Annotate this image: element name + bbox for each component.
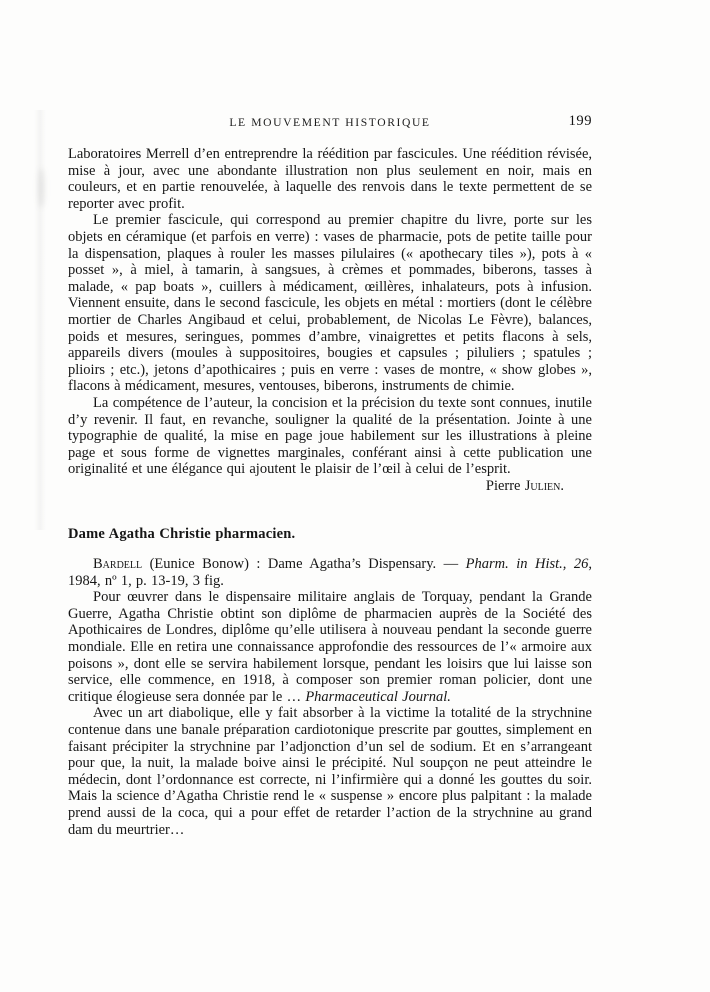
signature-period: . [560, 477, 564, 494]
citation-tail: , 1984, nº 1, p. 13-19, 3 fig. [68, 556, 592, 589]
review-agatha-paragraph-1 [68, 589, 592, 705]
paragraph-text: Pour œuvrer dans le dispensaire militaire anglais de Torquay, pendant la Grande Guerre, Agatha Christie obtint son diplôme de pharmacien auprès de la Société des Apothicaires de Londres, diplôme qu’elle utilisera à nouveau pendant la seconde guerre mondiale. Elle en retira une connaissance approfondie des ressources de l’« armoire aux poisons », dont elle se servira habilement lorsque, pendant les loisirs que lui laisse son service, elle commence, en 1918, à composer son premier roman policier, dont une critique élogieuse sera donnée par le … [68, 589, 592, 705]
scan-edge-shadow [34, 110, 46, 530]
review-agatha-paragraph-2: Avec un art diabolique, elle y fait absorber à la victime la totalité de la strychnine contenue dans une banale préparation cardiotonique prescrite par gouttes, simplement en faisant précipiter la strychnine par l’adjonction d’un sel de sodium. Et en s’arrangeant pour que, la nuit, la malade boive ainsi le précipité. Nul soupçon ne peut atteindre le médecin, dont l’ordonnance est correcte, ni l’infirmière qui a donné les gouttes du soir. Mais la science d’Agatha Christie rend le « suspense » encore plus palpitant : la malade prend aussi de la coca, qui a pour effet de retarder l’action de la strychnine au grand dam du meurtrier… [68, 705, 592, 838]
running-head [68, 113, 592, 134]
page-number: 199 [568, 113, 592, 129]
scan-smudge [38, 168, 45, 208]
signature-firstname: Pierre [485, 477, 525, 494]
section-heading: Dame Agatha Christie pharmacien. [68, 526, 296, 543]
running-title: LE MOUVEMENT HISTORIQUE [229, 116, 431, 129]
citation-journal: Pharm. in Hist., [465, 556, 567, 573]
page-body [68, 146, 592, 838]
author-signature [68, 478, 592, 495]
citation-space [566, 556, 573, 572]
citation-volume: 26 [573, 556, 589, 573]
review-ceramics-paragraph-2: Le premier fascicule, qui correspond au premier chapitre du livre, porte sur les objets en céramique (et parfois en verre) : vases de pharmacie, pots de petite taille pour la dispensation, plaques à rouler les masses pilulaires (« apothecary tiles »), pots à « posset », à miel, à tamarin, à sangsues, à crèmes et pommades, biberons, tasses à malade, « pap boats », cuillers à médicament, œillères, inhalateurs, pots à infusion. Viennent ensuite, dans le second fascicule, les objets en métal : mortiers (dont le célèbre mortier de Charles Angibaud et celui, probablement, de Nicolas Le Fèvre), balances, poids et mesures, seringues, pommes d’ambre, vinaigrettes et petits flacons à sels, appareils divers (moules à suppositoires, bougies et capsules ; piluliers ; spatules ; plioirs ; etc.), jetons d’apothicaires ; puis en verre : vases de montre, « show globes », flacons à médicament, mesures, ventouses, biberons, instruments de chimie. [68, 212, 592, 395]
review-ceramics-paragraph-1: Laboratoires Merrell d’en entreprendre la réédition par fascicules. Une réédition révisée, mise à jour, avec une abondante illustration non plus seulement en noir, mais en couleurs, et en partie renouvelée, à laquelle des renvois dans le texte permettent de se reporter avec profit. [68, 146, 592, 212]
citation [68, 556, 592, 589]
citation-author: Bardell [93, 556, 143, 573]
citation-middle: (Eunice Bonow) : Dame Agatha’s Dispensary. — [142, 556, 466, 573]
review-ceramics-paragraph-3: La compétence de l’auteur, la concision et la précision du texte sont connues, inutile d’y revenir. Il faut, en revanche, souligner la qualité de la présentation. Jointe à une typographie de qualité, la mise en page joue habilement sur les illustrations à pleine page et sous forme de vignettes marginales, conférant ainsi à cette publication une originalité et une élégance qui ajoutent le plaisir de l’œil à celui de l’esprit. [68, 394, 592, 478]
signature-surname: Julien [524, 477, 561, 494]
journal-title-italic: Pharmaceutical Journal. [305, 688, 451, 705]
